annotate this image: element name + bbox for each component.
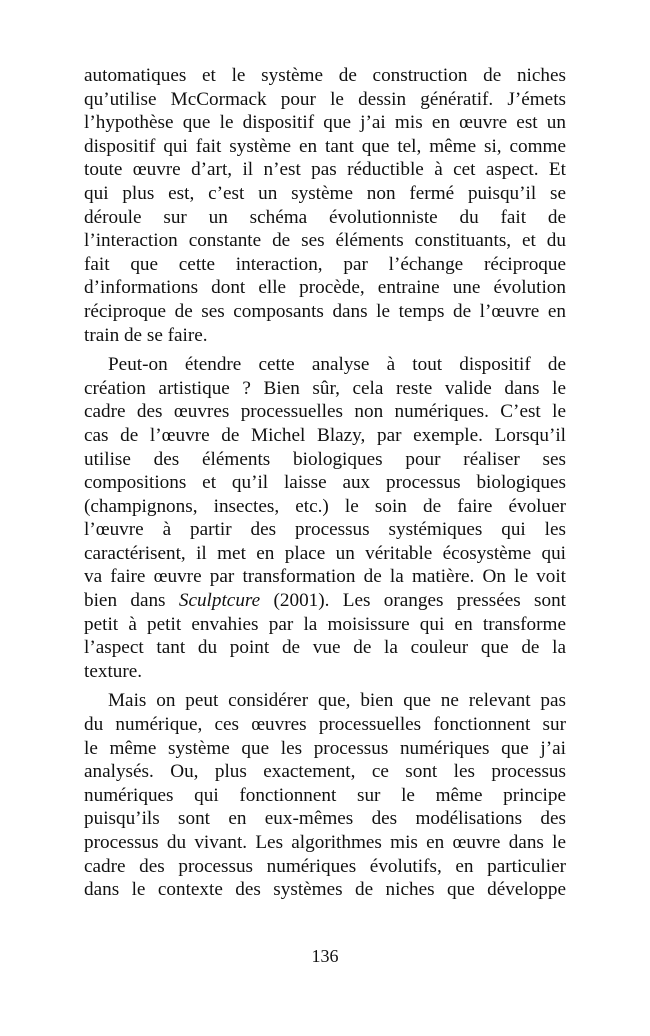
text-line: dans le contexte des systèmes de niches que développe [84, 879, 566, 901]
text-line: (champignons, insectes, etc.) le soin de faire évoluer [84, 495, 566, 517]
document-body [84, 64, 566, 908]
text-line: déroule sur un schéma évolutionniste du fait de [84, 206, 566, 228]
text-line: numériques qui fonctionnent sur le même principe [84, 784, 566, 806]
text-line: puisqu’ils sont en eux-mêmes des modélisations des [84, 808, 566, 830]
text-line: du numérique, ces œuvres processuelles fonctionnent sur [84, 714, 566, 736]
text-line: analysés. Ou, plus exactement, ce sont les processus [84, 761, 566, 783]
text-line-with-title [84, 589, 566, 613]
text-line: processus du vivant. Les algorithmes mis en œuvre dans le [84, 832, 566, 853]
text-line: qu’utilise McCormack pour le dessin génératif. J’émets [84, 88, 566, 110]
text-line: dispositif qui fait système en tant que tel, même si, comme [84, 135, 566, 157]
text-segment: bien dans [84, 590, 179, 612]
text-line: texture. [84, 660, 143, 682]
text-line: cas de l’œuvre de Michel Blazy, par exemple. Lorsqu’il [84, 424, 566, 446]
text-line: l’aspect tant du point de vue de la couleur que de la [84, 637, 566, 659]
text-line: qui plus est, c’est un système non fermé puisqu’il se [84, 182, 566, 204]
paragraph-1 [84, 64, 566, 347]
text-line: Peut-on étendre cette analyse à tout dispositif de [108, 354, 566, 376]
text-line: l’œuvre à partir des processus systémiques qui les [84, 519, 566, 541]
text-line: automatiques et le système de construction de niches [84, 65, 566, 86]
text-line: va faire œuvre par transformation de la matière. On le voit [84, 566, 566, 588]
text-line: toute œuvre d’art, il n’est pas réductible à cet aspect. Et [84, 159, 566, 181]
text-line: compositions et qu’il laisse aux processus biologiques [84, 472, 566, 494]
text-line: train de se faire. [84, 324, 208, 346]
text-line: cadre des œuvres processuelles non numériques. C’est le [84, 401, 566, 423]
text-line: réciproque de ses composants dans le temps de l’œuvre en [84, 300, 566, 322]
text-segment: (2001). Les oranges pressées sont [260, 590, 566, 612]
artwork-title: Sculptcure [178, 590, 261, 612]
text-line: l’hypothèse que le dispositif que j’ai mis en œuvre est un [84, 112, 566, 134]
text-line: utilise des éléments biologiques pour réaliser ses [84, 448, 566, 470]
text-line: petit à petit envahies par la moisissure qui en transforme [84, 613, 566, 635]
paragraph-3 [84, 689, 566, 901]
text-line: Mais on peut considérer que, bien que ne relevant pas [108, 690, 566, 712]
text-line: création artistique ? Bien sûr, cela reste valide dans le [84, 377, 566, 399]
text-line: cadre des processus numériques évolutifs, en particulier [84, 855, 566, 877]
text-line: d’informations dont elle procède, entraine une évolution [84, 277, 566, 299]
text-line: le même système que les processus numériques que j’ai [84, 737, 566, 759]
paragraph-2 [84, 353, 566, 683]
text-line: fait que cette interaction, par l’échange réciproque [84, 253, 566, 275]
page-number: 136 [311, 946, 339, 966]
text-line: l’interaction constante de ses éléments constituants, et du [84, 230, 566, 252]
text-line: caractérisent, il met en place un véritable écosystème qui [84, 542, 566, 564]
